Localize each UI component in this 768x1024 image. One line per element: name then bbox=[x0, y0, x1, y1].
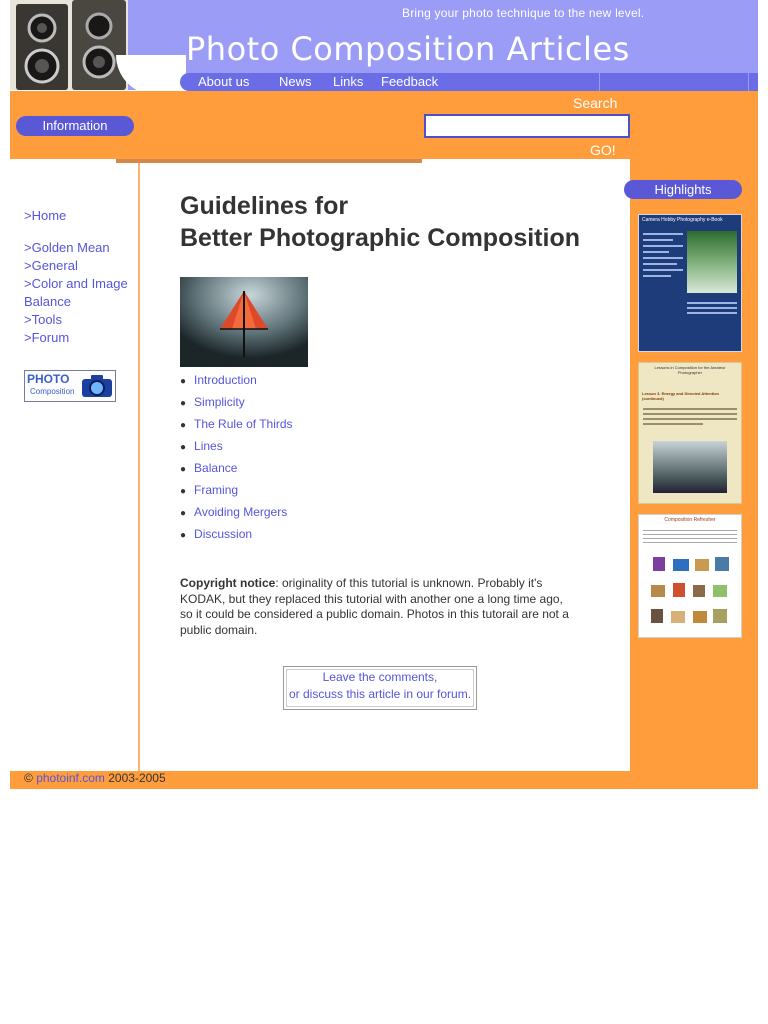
toc-link-simplicity[interactable]: Simplicity bbox=[194, 395, 245, 409]
photo-composition-logo[interactable] bbox=[24, 370, 116, 402]
sidebar-item-golden-mean[interactable]: >Golden Mean bbox=[24, 240, 110, 255]
search-input[interactable] bbox=[424, 114, 630, 138]
toc-link-introduction[interactable]: Introduction bbox=[194, 373, 257, 387]
list-item bbox=[180, 392, 293, 414]
hero-kite-photo bbox=[180, 277, 308, 367]
site-title: Photo Composition Articles bbox=[186, 30, 630, 68]
highlight-lessons-subtitle: Lesson 3. Energy and Directed Attention (continued) bbox=[642, 391, 719, 401]
site-tagline: Bring your photo technique to the new level. bbox=[402, 6, 645, 20]
toc-link-framing[interactable]: Framing bbox=[194, 483, 239, 497]
comment-box bbox=[283, 666, 477, 710]
nav-right-bar bbox=[485, 73, 758, 91]
bullet-icon: ● bbox=[180, 530, 187, 541]
table-of-contents bbox=[180, 370, 293, 546]
sidebar-item-general[interactable]: >General bbox=[24, 258, 78, 273]
sidebar-item-tools[interactable]: >Tools bbox=[24, 312, 62, 327]
toc-link-discussion[interactable]: Discussion bbox=[194, 527, 253, 541]
highlights-badge: Highlights bbox=[624, 180, 742, 199]
copyright-notice bbox=[180, 576, 572, 638]
copyright-text: : originality of this tutorial is unknown. Probably it's KODAK, but they replaced this tutorial with another one a long time ago, so it could be considered a public domain. Photos in this tutorail are not a public domain. bbox=[180, 576, 569, 637]
logo-text-photo: PHOTO bbox=[27, 372, 70, 386]
bullet-icon: ● bbox=[180, 464, 187, 475]
highlight-refresher-thumbnail[interactable] bbox=[638, 514, 742, 638]
list-item bbox=[180, 436, 293, 458]
list-item bbox=[180, 524, 293, 546]
page-title bbox=[180, 190, 580, 254]
search-label: Search bbox=[573, 95, 618, 111]
go-button[interactable]: GO! bbox=[590, 142, 616, 158]
toc-link-rule-of-thirds[interactable]: The Rule of Thirds bbox=[194, 417, 293, 431]
footer-site-link[interactable]: photoinf.com bbox=[36, 771, 105, 785]
nav-links-link[interactable]: Links bbox=[333, 74, 364, 89]
list-item bbox=[180, 370, 293, 392]
page-title-line1: Guidelines for bbox=[180, 192, 349, 220]
highlight-ebook-thumbnail[interactable] bbox=[638, 214, 742, 352]
copyright-symbol: © bbox=[24, 771, 33, 785]
bullet-icon: ● bbox=[180, 508, 187, 519]
nav-news-link[interactable]: News bbox=[279, 74, 312, 89]
page-title-line2: Better Photographic Composition bbox=[180, 224, 580, 252]
discuss-forum-link[interactable]: or discuss this article in our forum. bbox=[288, 687, 472, 701]
band-shadow-decoration bbox=[116, 159, 422, 163]
sidebar-item-forum[interactable]: >Forum bbox=[24, 330, 70, 345]
nav-feedback-link[interactable]: Feedback bbox=[381, 74, 439, 89]
bullet-icon: ● bbox=[180, 442, 187, 453]
camera-icon bbox=[81, 373, 113, 399]
sidebar-item-home[interactable]: >Home bbox=[24, 208, 67, 223]
copyright-label: Copyright notice bbox=[180, 576, 276, 590]
toc-link-balance[interactable]: Balance bbox=[194, 461, 238, 475]
highlight-lessons-title: Lessons in Composition for the Amateur Photographer bbox=[654, 365, 726, 375]
leave-comments-link[interactable]: Leave the comments, bbox=[322, 670, 438, 684]
list-item bbox=[180, 502, 293, 524]
camera-logo-image bbox=[10, 0, 128, 90]
list-item bbox=[180, 414, 293, 436]
bullet-icon: ● bbox=[180, 398, 187, 409]
footer bbox=[10, 771, 758, 789]
sidebar-nav bbox=[24, 207, 134, 347]
bullet-icon: ● bbox=[180, 486, 187, 497]
bullet-icon: ● bbox=[180, 420, 187, 431]
list-item bbox=[180, 458, 293, 480]
top-navigation bbox=[180, 73, 485, 91]
list-item bbox=[180, 480, 293, 502]
logo-text-composition: Composition bbox=[30, 387, 75, 396]
highlight-ebook-title: Camera Hobby Photography e-Book bbox=[642, 217, 723, 223]
highlight-lessons-thumbnail[interactable] bbox=[638, 362, 742, 504]
highlight-refresher-title: Composition Refresher bbox=[664, 517, 716, 523]
nav-about-us-link[interactable]: About us bbox=[198, 74, 250, 89]
bullet-icon: ● bbox=[180, 376, 187, 387]
information-badge: Information bbox=[16, 116, 134, 136]
toc-link-lines[interactable]: Lines bbox=[194, 439, 223, 453]
footer-years: 2003-2005 bbox=[108, 771, 166, 785]
sidebar-item-color-balance[interactable]: >Color and Image Balance bbox=[24, 276, 128, 309]
toc-link-avoiding-mergers[interactable]: Avoiding Mergers bbox=[194, 505, 288, 519]
sidebar-divider bbox=[138, 163, 140, 771]
